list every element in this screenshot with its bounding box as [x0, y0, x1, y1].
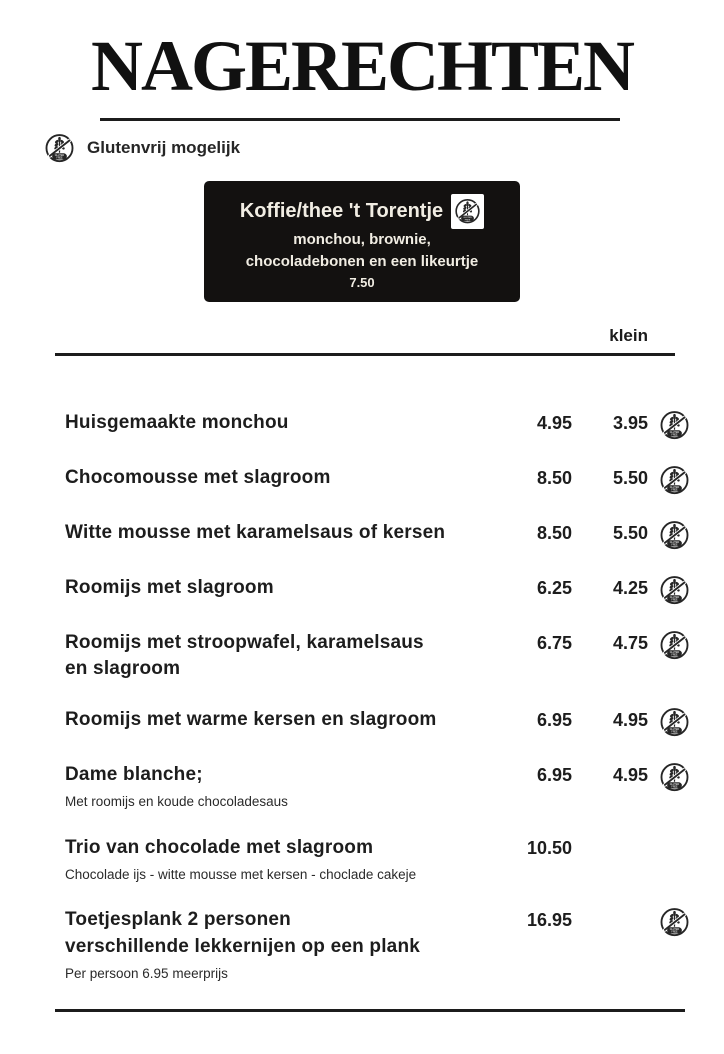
item-price: 10.50 — [526, 837, 572, 858]
menu-item-row — [65, 835, 690, 884]
special-offer-price: 7.50 — [349, 274, 375, 290]
header-divider — [55, 353, 675, 356]
menu-items-list — [65, 410, 690, 983]
item-name: Roomijs met warme kersen en slagroom — [65, 709, 437, 731]
gluten-note — [44, 131, 724, 165]
item-name: Witte mousse met karamelsaus of kersen — [65, 521, 446, 543]
gluten-free-icon — [659, 630, 690, 661]
title-underline — [100, 118, 620, 121]
gluten-free-icon — [659, 707, 690, 738]
item-description: Per persoon 6.95 meerprijs — [65, 966, 228, 982]
item-name: Chocomousse met slagroom — [65, 466, 331, 488]
gluten-free-icon — [659, 575, 690, 606]
menu-item-row — [65, 520, 690, 551]
item-name: Trio van chocolade met slagroom — [65, 836, 374, 858]
gluten-free-icon — [659, 907, 690, 938]
gluten-free-badge — [451, 194, 484, 229]
bottom-divider — [55, 1009, 685, 1012]
menu-item-row — [65, 575, 690, 606]
item-small-price: 4.25 — [612, 577, 648, 598]
item-price: 6.95 — [536, 765, 572, 786]
dessert-menu-page — [0, 26, 724, 1054]
item-name-line2: verschillende lekkernijen op een plank — [65, 936, 421, 958]
item-price: 16.95 — [526, 910, 572, 931]
item-price: 8.50 — [536, 467, 572, 488]
special-offer-card — [204, 181, 520, 302]
special-offer-desc-line2: chocoladebonen en een likeurtje — [245, 252, 479, 270]
page-title: NAGERECHTEN — [90, 26, 634, 106]
item-small-price: 4.75 — [612, 632, 648, 653]
item-name: Dame blanche; — [65, 764, 203, 786]
gluten-note-label: Glutenvrij mogelijk — [87, 138, 241, 157]
column-header-row — [65, 326, 690, 346]
menu-item-row — [65, 465, 690, 496]
item-description: Met roomijs en koude chocoladesaus — [65, 794, 288, 810]
item-price: 6.95 — [536, 710, 572, 731]
item-price: 6.25 — [536, 577, 572, 598]
gluten-free-icon — [659, 410, 690, 441]
item-small-price: 5.50 — [612, 467, 648, 488]
item-name: Roomijs met stroopwafel, karamelsaus — [65, 631, 424, 653]
menu-item-row — [65, 630, 690, 684]
menu-item-row — [65, 762, 690, 811]
gluten-free-icon — [454, 198, 481, 225]
item-name-line2: en slagroom — [65, 658, 181, 680]
menu-item-row — [65, 410, 690, 441]
small-column-header: klein — [609, 325, 648, 345]
special-offer-desc-line1: monchou, brownie, — [293, 231, 431, 248]
menu-item-row — [65, 907, 690, 982]
item-price: 4.95 — [536, 412, 572, 433]
item-name: Toetjesplank 2 personen — [65, 909, 291, 931]
gluten-free-icon — [659, 465, 690, 496]
item-small-price: 4.95 — [612, 710, 648, 731]
menu-item-row — [65, 707, 690, 738]
item-small-price: 3.95 — [612, 412, 648, 433]
gluten-free-icon — [659, 520, 690, 551]
item-price: 6.75 — [536, 632, 572, 653]
item-name: Roomijs met slagroom — [65, 576, 274, 598]
item-price: 8.50 — [536, 522, 572, 543]
item-small-price: 4.95 — [612, 765, 648, 786]
item-small-price: 5.50 — [612, 522, 648, 543]
gluten-free-icon — [44, 133, 75, 164]
menu-section — [65, 326, 690, 1012]
item-description: Chocolade ijs - witte mousse met kersen - choclade cakeje — [65, 866, 417, 882]
special-offer-title: Koffie/thee 't Torentje — [239, 200, 444, 222]
gluten-free-icon — [659, 762, 690, 793]
item-name: Huisgemaakte monchou — [65, 411, 289, 433]
